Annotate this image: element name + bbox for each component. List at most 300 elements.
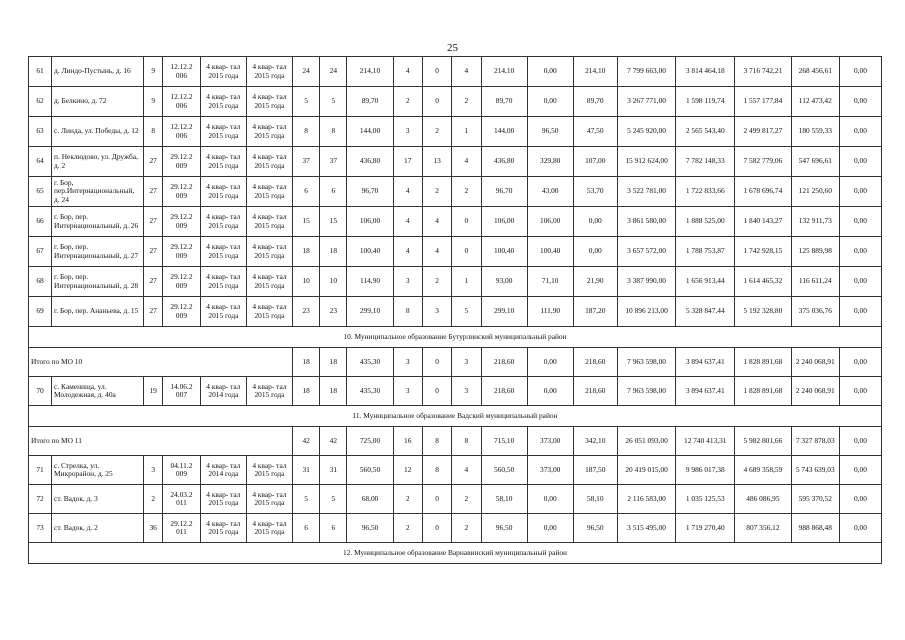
cell-c4: 29.12.2 009: [163, 177, 201, 207]
total-row: [29, 348, 882, 377]
cell-c12: 1: [452, 267, 481, 297]
cell-c7: 5: [293, 87, 320, 117]
cell-c15: 342,10: [573, 427, 617, 456]
cell-c3: 8: [144, 117, 163, 147]
cell-c18: 5 192 328,80: [735, 297, 792, 327]
cell-c9: 725,00: [347, 427, 393, 456]
cell-c4: 29.12.2 009: [163, 237, 201, 267]
cell-c6: 4 квар- тал 2015 года: [246, 377, 292, 406]
address-cell: д. Линдо-Пустынь, д. 16: [52, 57, 144, 87]
cell-c6: 4 квар- тал 2015 года: [246, 267, 292, 297]
cell-c16: 7 963 598,00: [617, 348, 676, 377]
cell-c11: 4: [422, 237, 451, 267]
cell-c16: 3 387 990,00: [617, 267, 676, 297]
cell-c17: 1 035 125,53: [676, 485, 735, 514]
cell-c11: 8: [422, 456, 451, 485]
total-label-cell: Итого по МО 11: [29, 427, 293, 456]
cell-c12: 4: [452, 57, 481, 87]
cell-c15: 21,90: [573, 267, 617, 297]
cell-c14: 329,80: [527, 147, 573, 177]
cell-c8: 6: [320, 177, 347, 207]
cell-c16: 5 245 920,00: [617, 117, 676, 147]
section-header-row: [29, 327, 882, 348]
cell-c15: 218,60: [573, 348, 617, 377]
cell-c4: 29.12.2 009: [163, 267, 201, 297]
cell-c20: 0,00: [839, 207, 881, 237]
table-row: [29, 57, 882, 87]
cell-c17: 1 788 753,87: [676, 237, 735, 267]
cell-c5: 4 квар- тал 2015 года: [200, 267, 246, 297]
address-cell: г. Бор, пер.Интернациональный, д. 24: [52, 177, 144, 207]
cell-c6: 4 квар- тал 2015 года: [246, 237, 292, 267]
cell-c9: 114,90: [347, 267, 393, 297]
cell-c4: 29.12.2 009: [163, 147, 201, 177]
cell-c11: 2: [422, 117, 451, 147]
row-number-cell: 70: [29, 377, 52, 406]
cell-c10: 17: [393, 147, 422, 177]
housing-program-table: [28, 56, 882, 564]
cell-c9: 106,00: [347, 207, 393, 237]
cell-c20: 0,00: [839, 267, 881, 297]
address-cell: г. Бор, пер. Интернациональный, д. 26: [52, 207, 144, 237]
address-cell: с. Стрелка, ул. Микрорайон, д. 25: [52, 456, 144, 485]
cell-c8: 5: [320, 87, 347, 117]
cell-c17: 2 565 543,40: [676, 117, 735, 147]
cell-c3: 27: [144, 177, 163, 207]
cell-c19: 121 250,60: [791, 177, 839, 207]
cell-c7: 6: [293, 177, 320, 207]
cell-c16: 15 912 624,00: [617, 147, 676, 177]
cell-c11: 0: [422, 348, 451, 377]
row-number-cell: 63: [29, 117, 52, 147]
table-row: [29, 297, 882, 327]
cell-c14: 0,00: [527, 514, 573, 543]
cell-c18: 7 582 779,06: [735, 147, 792, 177]
cell-c9: 89,70: [347, 87, 393, 117]
cell-c4: 12.12.2 006: [163, 57, 201, 87]
cell-c18: 1 742 928,15: [735, 237, 792, 267]
cell-c12: 8: [452, 427, 481, 456]
cell-c9: 435,30: [347, 377, 393, 406]
cell-c16: 3 267 771,00: [617, 87, 676, 117]
cell-c13: 560,50: [481, 456, 527, 485]
cell-c5: 4 квар- тал 2015 года: [200, 177, 246, 207]
cell-c12: 4: [452, 147, 481, 177]
cell-c16: 3 515 495,00: [617, 514, 676, 543]
cell-c11: 2: [422, 267, 451, 297]
cell-c12: 2: [452, 485, 481, 514]
cell-c13: 218,60: [481, 348, 527, 377]
cell-c14: 0,00: [527, 57, 573, 87]
cell-c4: 12.12.2 006: [163, 87, 201, 117]
cell-c11: 0: [422, 485, 451, 514]
cell-c19: 375 036,76: [791, 297, 839, 327]
cell-c9: 436,80: [347, 147, 393, 177]
cell-c19: 988 868,48: [791, 514, 839, 543]
cell-c13: 715,10: [481, 427, 527, 456]
row-number-cell: 71: [29, 456, 52, 485]
cell-c7: 5: [293, 485, 320, 514]
cell-c3: 27: [144, 297, 163, 327]
cell-c7: 6: [293, 514, 320, 543]
cell-c12: 2: [452, 87, 481, 117]
cell-c19: 5 743 639,03: [791, 456, 839, 485]
cell-c19: 2 240 068,91: [791, 348, 839, 377]
cell-c8: 18: [320, 377, 347, 406]
cell-c7: 37: [293, 147, 320, 177]
cell-c3: 27: [144, 267, 163, 297]
page-number: 25: [447, 42, 458, 54]
cell-c14: 373,00: [527, 456, 573, 485]
cell-c7: 18: [293, 348, 320, 377]
cell-c5: 4 квар- тал 2015 года: [200, 297, 246, 327]
cell-c7: 23: [293, 297, 320, 327]
cell-c17: 1 722 833,66: [676, 177, 735, 207]
cell-c6: 4 квар- тал 2015 года: [246, 207, 292, 237]
cell-c4: 14.06.2 007: [163, 377, 201, 406]
cell-c20: 0,00: [839, 427, 881, 456]
cell-c16: 20 419 015,00: [617, 456, 676, 485]
cell-c16: 3 657 572,00: [617, 237, 676, 267]
cell-c8: 18: [320, 237, 347, 267]
cell-c17: 1 719 270,40: [676, 514, 735, 543]
cell-c20: 0,00: [839, 456, 881, 485]
cell-c17: 1 656 913,44: [676, 267, 735, 297]
cell-c11: 3: [422, 297, 451, 327]
cell-c15: 187,20: [573, 297, 617, 327]
cell-c6: 4 квар- тал 2015 года: [246, 147, 292, 177]
cell-c9: 435,30: [347, 348, 393, 377]
row-number-cell: 72: [29, 485, 52, 514]
cell-c18: 1 840 143,27: [735, 207, 792, 237]
table-row: [29, 237, 882, 267]
cell-c12: 1: [452, 117, 481, 147]
cell-c13: 93,00: [481, 267, 527, 297]
cell-c17: 3 894 637,41: [676, 377, 735, 406]
cell-c15: 214,10: [573, 57, 617, 87]
cell-c10: 3: [393, 117, 422, 147]
cell-c20: 0,00: [839, 57, 881, 87]
cell-c14: 96,50: [527, 117, 573, 147]
cell-c9: 68,00: [347, 485, 393, 514]
cell-c19: 116 611,24: [791, 267, 839, 297]
cell-c7: 18: [293, 377, 320, 406]
cell-c10: 16: [393, 427, 422, 456]
cell-c18: 4 689 358,59: [735, 456, 792, 485]
cell-c10: 3: [393, 377, 422, 406]
cell-c8: 31: [320, 456, 347, 485]
cell-c16: 7 799 663,00: [617, 57, 676, 87]
cell-c8: 24: [320, 57, 347, 87]
cell-c5: 4 квар- тал 2015 года: [200, 57, 246, 87]
cell-c5: 4 квар- тал 2015 года: [200, 237, 246, 267]
cell-c4: 24.03.2 011: [163, 485, 201, 514]
cell-c3: 27: [144, 237, 163, 267]
cell-c17: 12 740 413,31: [676, 427, 735, 456]
cell-c13: 96,50: [481, 514, 527, 543]
row-number-cell: 64: [29, 147, 52, 177]
cell-c10: 4: [393, 57, 422, 87]
cell-c3: 9: [144, 87, 163, 117]
cell-c15: 96,50: [573, 514, 617, 543]
cell-c11: 0: [422, 57, 451, 87]
cell-c5: 4 квар- тал 2015 года: [200, 87, 246, 117]
cell-c9: 214,10: [347, 57, 393, 87]
cell-c16: 10 896 213,00: [617, 297, 676, 327]
table-row: [29, 177, 882, 207]
cell-c15: 47,50: [573, 117, 617, 147]
cell-c5: 4 квар- тал 2015 года: [200, 207, 246, 237]
cell-c3: 9: [144, 57, 163, 87]
cell-c20: 0,00: [839, 485, 881, 514]
cell-c20: 0,00: [839, 377, 881, 406]
cell-c12: 2: [452, 177, 481, 207]
cell-c17: 1 598 119,74: [676, 87, 735, 117]
total-row: [29, 427, 882, 456]
cell-c7: 31: [293, 456, 320, 485]
cell-c6: 4 квар- тал 2015 года: [246, 87, 292, 117]
row-number-cell: 68: [29, 267, 52, 297]
cell-c11: 0: [422, 377, 451, 406]
cell-c4: 29.12.2 009: [163, 207, 201, 237]
cell-c3: 27: [144, 207, 163, 237]
cell-c16: 3 861 580,00: [617, 207, 676, 237]
cell-c12: 3: [452, 348, 481, 377]
cell-c13: 58,10: [481, 485, 527, 514]
cell-c18: 1 614 465,32: [735, 267, 792, 297]
cell-c7: 10: [293, 267, 320, 297]
cell-c13: 436,80: [481, 147, 527, 177]
row-number-cell: 73: [29, 514, 52, 543]
cell-c13: 96,70: [481, 177, 527, 207]
cell-c10: 3: [393, 267, 422, 297]
cell-c15: 58,10: [573, 485, 617, 514]
row-number-cell: 65: [29, 177, 52, 207]
cell-c7: 42: [293, 427, 320, 456]
cell-c19: 112 473,42: [791, 87, 839, 117]
cell-c8: 18: [320, 348, 347, 377]
cell-c9: 96,70: [347, 177, 393, 207]
cell-c8: 8: [320, 117, 347, 147]
cell-c11: 4: [422, 207, 451, 237]
cell-c17: 5 328 847,44: [676, 297, 735, 327]
cell-c9: 299,10: [347, 297, 393, 327]
cell-c9: 96,50: [347, 514, 393, 543]
cell-c6: 4 квар- тал 2015 года: [246, 485, 292, 514]
cell-c18: 5 982 801,66: [735, 427, 792, 456]
cell-c16: 26 051 093,00: [617, 427, 676, 456]
cell-c3: 36: [144, 514, 163, 543]
cell-c18: 1 828 891,68: [735, 377, 792, 406]
cell-c5: 4 квар- тал 2015 года: [200, 117, 246, 147]
cell-c18: 807 356,12: [735, 514, 792, 543]
cell-c13: 89,70: [481, 87, 527, 117]
cell-c13: 214,10: [481, 57, 527, 87]
address-cell: ст. Вадок, д. 3: [52, 485, 144, 514]
cell-c11: 2: [422, 177, 451, 207]
section-title-cell: 12. Муниципальное образование Варнавинский муниципальный район: [29, 543, 882, 564]
cell-c10: 4: [393, 177, 422, 207]
cell-c5: 4 квар- тал 2015 года: [200, 485, 246, 514]
cell-c18: 3 716 742,21: [735, 57, 792, 87]
cell-c11: 8: [422, 427, 451, 456]
cell-c14: 0,00: [527, 485, 573, 514]
section-title-cell: 10. Муниципальное образование Бутурлинский муниципальный район: [29, 327, 882, 348]
cell-c8: 23: [320, 297, 347, 327]
cell-c19: 125 889,98: [791, 237, 839, 267]
cell-c19: 7 327 878,03: [791, 427, 839, 456]
cell-c9: 144,00: [347, 117, 393, 147]
cell-c5: 4 квар- тал 2014 года: [200, 377, 246, 406]
cell-c19: 595 370,52: [791, 485, 839, 514]
cell-c18: 1 828 891,68: [735, 348, 792, 377]
cell-c20: 0,00: [839, 87, 881, 117]
cell-c11: 0: [422, 514, 451, 543]
cell-c19: 132 911,73: [791, 207, 839, 237]
cell-c18: 486 086,95: [735, 485, 792, 514]
cell-c11: 13: [422, 147, 451, 177]
cell-c10: 12: [393, 456, 422, 485]
table-row: [29, 207, 882, 237]
cell-c9: 560,50: [347, 456, 393, 485]
cell-c8: 37: [320, 147, 347, 177]
cell-c10: 2: [393, 87, 422, 117]
cell-c17: 9 986 017,38: [676, 456, 735, 485]
cell-c14: 43,00: [527, 177, 573, 207]
cell-c10: 2: [393, 485, 422, 514]
table-row: [29, 267, 882, 297]
section-title-cell: 11. Муниципальное образование Вадский муниципальный район: [29, 406, 882, 427]
cell-c5: 4 квар- тал 2014 года: [200, 456, 246, 485]
cell-c10: 4: [393, 237, 422, 267]
cell-c17: 7 782 148,33: [676, 147, 735, 177]
cell-c4: 12.12.2 006: [163, 117, 201, 147]
cell-c19: 547 696,61: [791, 147, 839, 177]
cell-c10: 8: [393, 297, 422, 327]
address-cell: д. Белкино, д. 72: [52, 87, 144, 117]
cell-c3: 2: [144, 485, 163, 514]
cell-c3: 3: [144, 456, 163, 485]
row-number-cell: 61: [29, 57, 52, 87]
cell-c16: 3 522 781,00: [617, 177, 676, 207]
cell-c14: 100,40: [527, 237, 573, 267]
table-row: [29, 456, 882, 485]
row-number-cell: 62: [29, 87, 52, 117]
table-row: [29, 147, 882, 177]
cell-c4: 29.12.2 009: [163, 297, 201, 327]
cell-c20: 0,00: [839, 514, 881, 543]
cell-c20: 0,00: [839, 147, 881, 177]
cell-c12: 5: [452, 297, 481, 327]
cell-c20: 0,00: [839, 237, 881, 267]
cell-c20: 0,00: [839, 117, 881, 147]
address-cell: с. Каменища, ул. Молодежная, д. 40а: [52, 377, 144, 406]
cell-c8: 6: [320, 514, 347, 543]
cell-c4: 04.11.2 009: [163, 456, 201, 485]
cell-c12: 2: [452, 514, 481, 543]
cell-c11: 0: [422, 87, 451, 117]
cell-c8: 10: [320, 267, 347, 297]
cell-c18: 2 499 817,27: [735, 117, 792, 147]
address-cell: г. Бор, пер. Интернациональный, д. 27: [52, 237, 144, 267]
cell-c20: 0,00: [839, 177, 881, 207]
cell-c10: 3: [393, 348, 422, 377]
cell-c14: 71,10: [527, 267, 573, 297]
cell-c17: 1 888 525,00: [676, 207, 735, 237]
cell-c3: 27: [144, 147, 163, 177]
cell-c10: 4: [393, 207, 422, 237]
cell-c8: 42: [320, 427, 347, 456]
cell-c7: 15: [293, 207, 320, 237]
cell-c5: 4 квар- тал 2015 года: [200, 514, 246, 543]
cell-c14: 0,00: [527, 377, 573, 406]
cell-c5: 4 квар- тал 2015 года: [200, 147, 246, 177]
address-cell: г. Бор, пер. Ананьева, д. 15: [52, 297, 144, 327]
cell-c14: 373,00: [527, 427, 573, 456]
cell-c15: 187,50: [573, 456, 617, 485]
table-row: [29, 514, 882, 543]
cell-c12: 0: [452, 207, 481, 237]
address-cell: ст. Вадок, д. 2: [52, 514, 144, 543]
cell-c7: 24: [293, 57, 320, 87]
cell-c13: 100,40: [481, 237, 527, 267]
cell-c14: 0,00: [527, 348, 573, 377]
cell-c6: 4 квар- тал 2015 года: [246, 177, 292, 207]
table-row: [29, 377, 882, 406]
cell-c6: 4 квар- тал 2015 года: [246, 297, 292, 327]
cell-c16: 2 116 583,00: [617, 485, 676, 514]
cell-c6: 4 квар- тал 2015 года: [246, 117, 292, 147]
section-header-row: [29, 543, 882, 564]
cell-c8: 15: [320, 207, 347, 237]
cell-c14: 106,00: [527, 207, 573, 237]
cell-c6: 4 квар- тал 2015 года: [246, 456, 292, 485]
cell-c15: 0,00: [573, 207, 617, 237]
cell-c17: 3 894 637,41: [676, 348, 735, 377]
address-cell: с. Линда, ул. Победы, д. 12: [52, 117, 144, 147]
cell-c13: 106,00: [481, 207, 527, 237]
cell-c14: 111,90: [527, 297, 573, 327]
cell-c18: 1 678 696,74: [735, 177, 792, 207]
cell-c20: 0,00: [839, 297, 881, 327]
cell-c12: 3: [452, 377, 481, 406]
cell-c13: 218,60: [481, 377, 527, 406]
cell-c19: 180 559,33: [791, 117, 839, 147]
cell-c7: 18: [293, 237, 320, 267]
cell-c15: 0,00: [573, 237, 617, 267]
address-cell: г. Бор, пер. Интернациональный, д. 28: [52, 267, 144, 297]
cell-c19: 268 456,61: [791, 57, 839, 87]
cell-c3: 19: [144, 377, 163, 406]
cell-c10: 2: [393, 514, 422, 543]
cell-c7: 8: [293, 117, 320, 147]
cell-c12: 4: [452, 456, 481, 485]
cell-c20: 0,00: [839, 348, 881, 377]
table-row: [29, 117, 882, 147]
cell-c6: 4 квар- тал 2015 года: [246, 514, 292, 543]
row-number-cell: 66: [29, 207, 52, 237]
table-row: [29, 87, 882, 117]
cell-c8: 5: [320, 485, 347, 514]
cell-c19: 2 240 068,91: [791, 377, 839, 406]
address-cell: п. Неклюдово, ул. Дружба, д. 2: [52, 147, 144, 177]
cell-c12: 0: [452, 237, 481, 267]
section-header-row: [29, 406, 882, 427]
cell-c15: 107,00: [573, 147, 617, 177]
cell-c16: 7 963 598,00: [617, 377, 676, 406]
cell-c17: 3 814 464,18: [676, 57, 735, 87]
cell-c13: 299,10: [481, 297, 527, 327]
